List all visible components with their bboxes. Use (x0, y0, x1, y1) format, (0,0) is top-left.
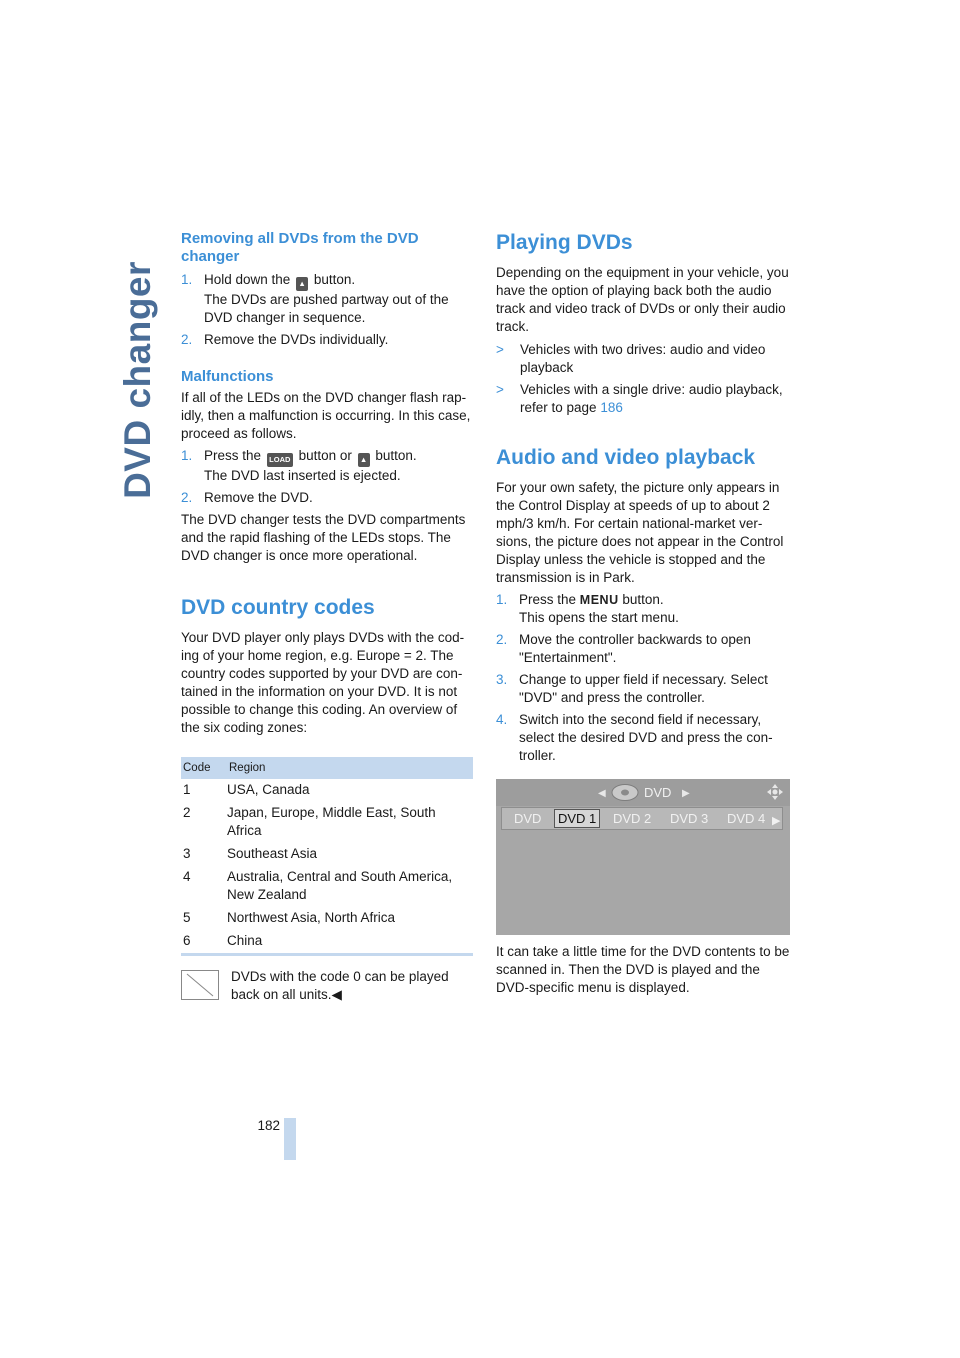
malfunctions-heading: Malfunctions (181, 368, 274, 385)
left-column (181, 230, 473, 1004)
right-column (496, 230, 790, 997)
table-header-row (181, 757, 473, 779)
note-icon (181, 970, 219, 1000)
display-top-bar (496, 779, 790, 806)
arrow-left-icon: ◀ (598, 788, 606, 799)
playback-outro: It can take a little time for the DVD contents to be scanned in. Then the DVD is played and the DVD-specific menu is displayed. (496, 944, 790, 995)
remove-step-2: 2. Remove the DVDs individually. (181, 332, 389, 347)
dvd-tab-bar (501, 807, 783, 830)
malfunctions-outro: The DVD changer tests the DVD compartments and the rapid flashing of the LEDs stops. The DVD changer is once more operational. (181, 512, 466, 563)
audio-video-heading: Audio and video playback (496, 446, 756, 469)
av-step-4: 4. Switch into the second field if necessary, select the desired DVD and press the con-troller. (496, 712, 773, 763)
page-reference-link[interactable]: 186 (600, 400, 623, 415)
arrow-right-icon: ▶ (682, 788, 690, 799)
eject-button-icon: ▲ (358, 453, 370, 467)
tab-dvd[interactable]: DVD (514, 811, 542, 826)
control-display-screenshot (496, 779, 790, 935)
country-codes-intro: Your DVD player only plays DVDs with the cod-ing of your home region, e.g. Europe = 2. The country codes supported by your DVD are con-tained in the information on your DVD. It is not possible to change this coding. An overview of the six coding zones: (181, 630, 465, 735)
list-item: > Vehicles with a single drive: audio playback, refer to page 186 (496, 382, 783, 415)
audio-video-intro: For your own safety, the picture only appears in the Control Display at speeds of up to about 2 mph/3 km/h. For certain national-market ver-sions, the picture does not appear in the Control Display unless the vehicle is stopped and the transmission is in Park. (496, 480, 784, 585)
eject-button-icon: ▲ (296, 277, 308, 291)
playing-intro: Depending on the equipment in your vehicle, you have the option of playing back both the audio track and video track of DVDs or only their audio track. (496, 265, 789, 334)
tab-scroll-right-icon[interactable]: ▶ (772, 815, 781, 827)
step-number: 1. (181, 272, 193, 287)
av-step-1: 1. Press the MENU button. This opens the start menu. (496, 592, 679, 625)
av-step-3: 3. Change to upper field if necessary. Select "DVD" and press the controller. (496, 672, 768, 705)
controller-icon (766, 783, 784, 801)
malf-step-2: 2. Remove the DVD. (181, 490, 313, 505)
list-item: > Vehicles with two drives: audio and video playback (496, 342, 766, 375)
table-row: 6 China (183, 933, 263, 948)
malfunctions-intro: If all of the LEDs on the DVD changer flash rap-idly, then a malfunction is occurring. In this case, proceed as follows. (181, 390, 471, 441)
load-button-icon: LOAD (267, 453, 293, 467)
column-header-region: Region (227, 757, 473, 779)
playing-heading: Playing DVDs (496, 231, 633, 254)
table-row: 4 Australia, Central and South America, New Zealand (183, 869, 453, 902)
malf-step-1: 1. Press the LOAD button or ▲ button. The DVD last inserted is ejected. (181, 448, 417, 483)
note-text: DVDs with the code 0 can be played back on all units.◀ (231, 969, 449, 1002)
country-codes-table (181, 757, 473, 953)
table-row: 2 Japan, Europe, Middle East, South Africa (183, 805, 436, 838)
av-step-2: 2. Move the controller backwards to open "Entertainment". (496, 632, 751, 665)
tab-dvd-2[interactable]: DVD 2 (613, 811, 652, 826)
page-marker-bar (284, 1118, 296, 1160)
note-block (181, 968, 473, 1004)
disc-icon (611, 784, 639, 801)
column-header-code: Code (181, 757, 227, 779)
page-number: 182 (257, 1118, 280, 1133)
tab-dvd-4[interactable]: DVD 4 (727, 811, 766, 826)
table-row: 1 USA, Canada (183, 782, 310, 797)
country-codes-heading: DVD country codes (181, 596, 375, 619)
table-row: 5 Northwest Asia, North Africa (183, 910, 396, 925)
remove-heading: Removing all DVDs from the DVD changer (181, 230, 419, 265)
display-source-label: DVD (644, 785, 672, 800)
menu-button-icon: MENU (579, 593, 619, 607)
remove-step-1: 1. Hold down the ▲ button. The DVDs are pushed partway out of the DVD changer in sequence. (181, 272, 449, 325)
side-title: DVD changer (117, 261, 158, 499)
tab-dvd-3[interactable]: DVD 3 (670, 811, 709, 826)
tab-dvd-1[interactable]: DVD 1 (554, 809, 600, 828)
table-row: 3 Southeast Asia (183, 846, 318, 861)
